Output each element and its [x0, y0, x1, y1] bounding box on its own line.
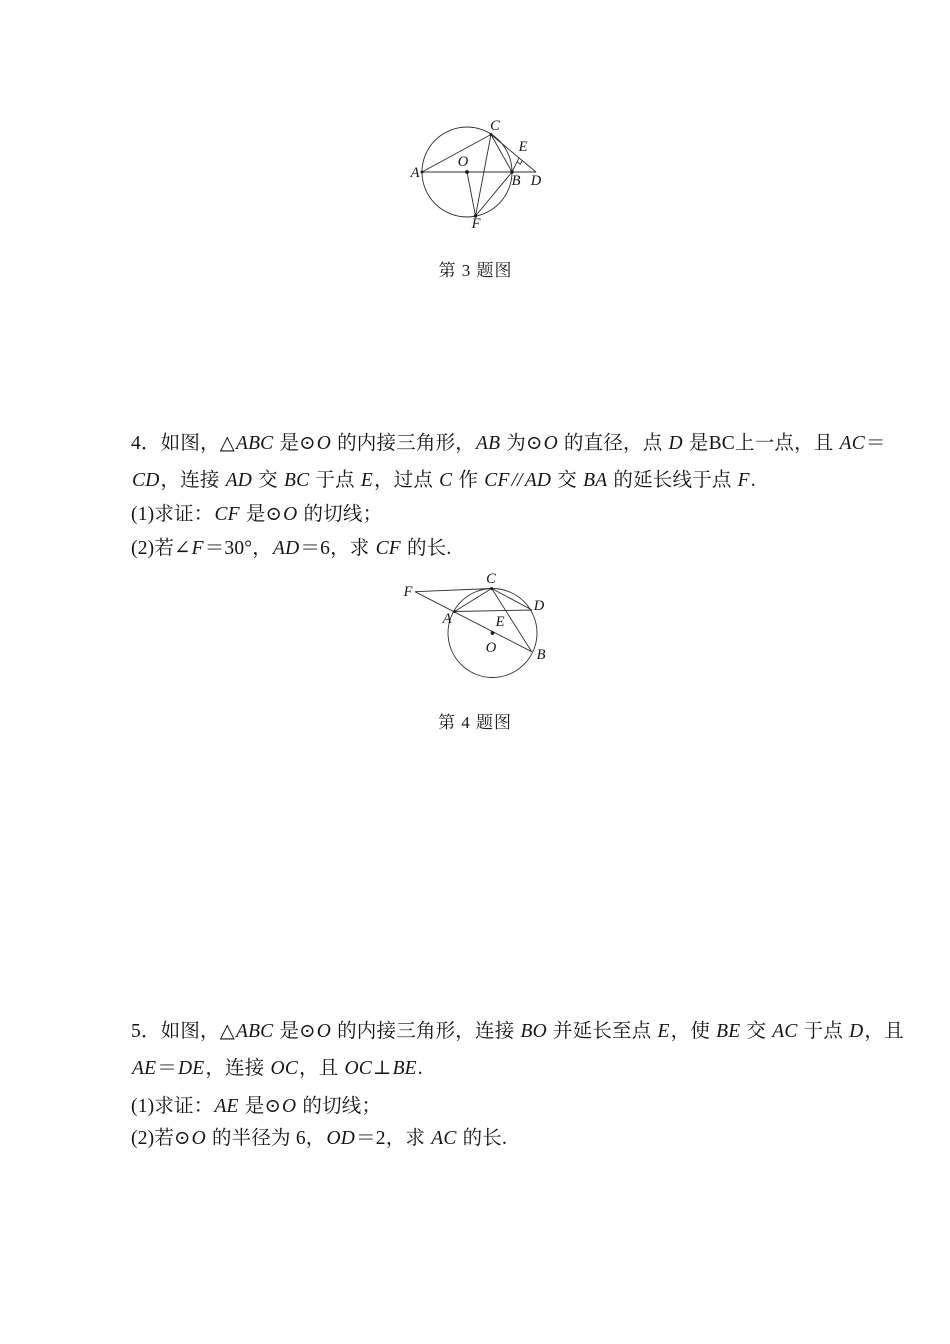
fig4-label-B: B: [536, 647, 546, 663]
figure4-caption: 第 4 题图: [438, 713, 512, 732]
fig4-point-O: [491, 631, 495, 635]
fig4-label-C: C: [486, 571, 496, 587]
fig3-label-C: C: [490, 118, 500, 134]
problem4-line2: CD，连接 AD 交 BC 于点 E，过点 C 作 CF // AD 交 BA 的延长线于点 F.: [132, 470, 756, 491]
problem5-line2: AE＝DE，连接 OC，且 OC⊥BE.: [132, 1058, 423, 1079]
fig3-label-A: A: [410, 165, 420, 181]
fig3-label-O: O: [457, 154, 469, 170]
fig3-segment-BE: [512, 158, 519, 172]
fig4-point-C: [490, 587, 493, 590]
problem4-part1: (1)求证：CF 是⊙O 的切线；: [131, 504, 383, 525]
fig3-point-O: [465, 170, 469, 174]
fig3-chord-CB: [491, 135, 512, 173]
problem4-part2: (2)若∠F＝30°，AD＝6，求 CF 的长.: [131, 538, 452, 559]
problem4-line1: 4．如图，△ABC 是⊙O 的内接三角形，AB 为⊙O 的直径，点 D 是BC上一点，且 AC＝: [131, 433, 886, 454]
fig3-label-F: F: [471, 216, 481, 232]
fig4-label-E: E: [495, 614, 505, 630]
fig3-line-CD: [491, 135, 536, 173]
fig4-point-A: [453, 610, 456, 613]
fig4-label-A: A: [442, 611, 452, 627]
fig3-label-D: D: [530, 173, 542, 189]
fig4-chord-AC: [455, 589, 492, 612]
fig4-chord-AD: [455, 610, 533, 612]
fig3-segment-OF: [467, 172, 476, 216]
figure3-caption: 第 3 题图: [438, 261, 513, 280]
figure-problem4: [398, 572, 552, 684]
fig3-label-E: E: [518, 139, 528, 155]
fig3-point-A: [421, 171, 424, 174]
fig4-label-F: F: [403, 584, 413, 600]
fig4-label-O: O: [485, 640, 497, 656]
figure-problem3: [403, 112, 548, 238]
problem5-part2: (2)若⊙O 的半径为 6，OD＝2，求 AC 的长.: [131, 1128, 508, 1149]
problem5-line1: 5．如图，△ABC 是⊙O 的内接三角形，连接 BO 并延长至点 E，使 BE 交 AC 于点 D，且: [131, 1021, 904, 1042]
fig4-label-D: D: [533, 598, 545, 614]
fig3-chord-AC: [422, 135, 491, 173]
fig3-label-B: B: [511, 173, 521, 189]
problem5-part1: (1)求证：AE 是⊙O 的切线；: [131, 1096, 382, 1117]
fig3-chord-CF: [476, 135, 492, 217]
fig4-chord-CD: [492, 589, 532, 611]
